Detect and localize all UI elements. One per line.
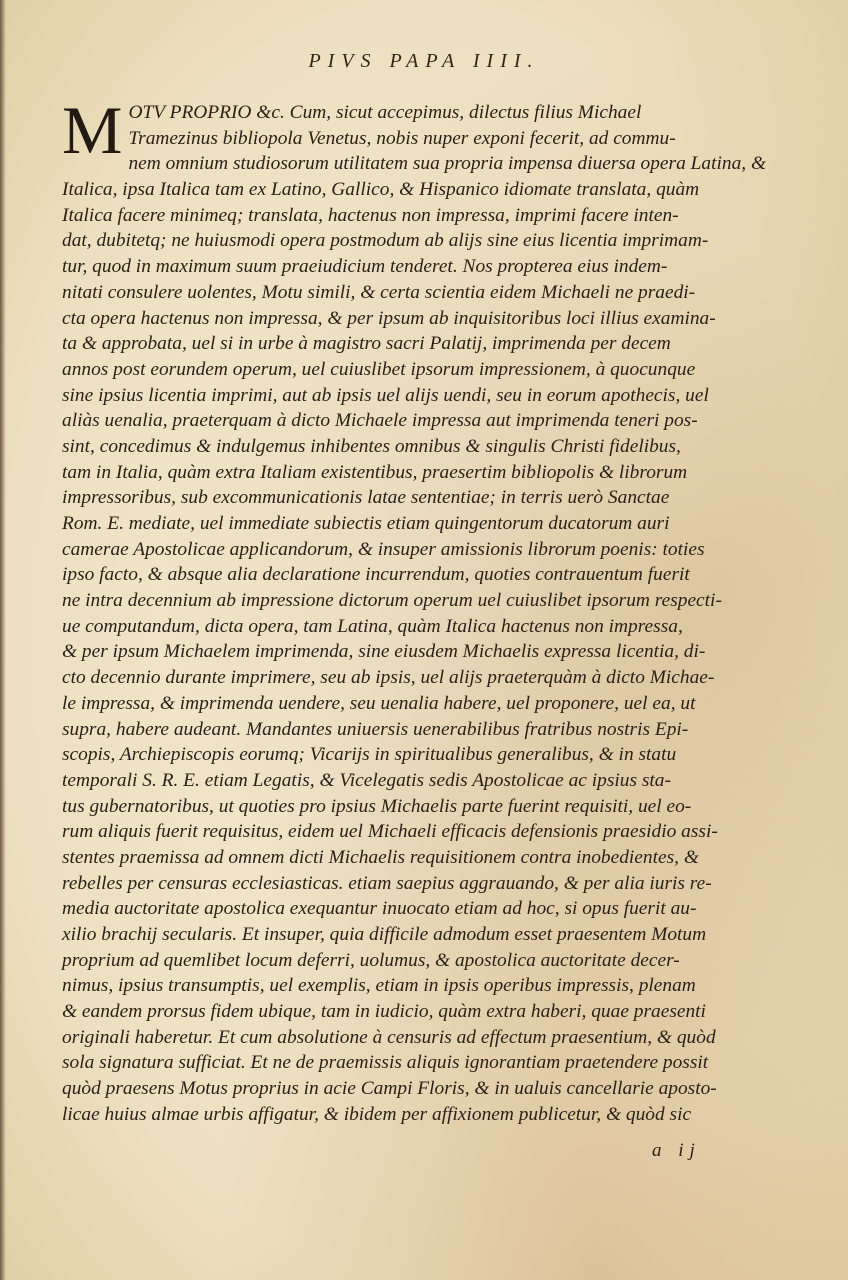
text-line-34: proprium ad quemlibet locum deferri, uolumus, & apostolica auctoritate decer- (62, 949, 680, 971)
running-header: PIVS PAPA IIII. (308, 50, 540, 72)
text-line-12: sine ipsius licentia imprimi, aut ab ipsis uel alijs uendi, seu in eorum apothecis, uel (62, 384, 709, 406)
text-line-36: & eandem prorsus fidem ubique, tam in iudicio, quàm extra haberi, quae praesenti (62, 1001, 706, 1023)
text-line-10: ta & approbata, uel si in urbe à magistro sacri Palatij, imprimenda per decem (62, 333, 671, 355)
text-line-18: camerae Apostolicae applicandorum, & insuper amissionis librorum poenis: toties (62, 538, 705, 560)
text-line-1: OTV PROPRIO &c. Cum, sicut accepimus, dilectus filius Michael (128, 102, 642, 123)
text-line-38: sola signatura sufficiat. Et ne de praemissis aliquis ignorantiam praetendere possit (62, 1052, 709, 1074)
text-line-17: Rom. E. mediate, uel immediate subiectis etiam quingentorum ducatorum auri (62, 513, 670, 534)
text-line-3: nem omnium studiosorum utilitatem sua propria impensa diuersa opera Latina, & (128, 153, 767, 175)
text-line-5: Italica facere minimeq; translata, hactenus non impressa, imprimi facere inten- (62, 204, 679, 226)
text-line-8: nitati consulere uolentes, Motu simili, & certa scientia eidem Michaeli ne praedi- (62, 281, 696, 303)
text-line-24: le impressa, & imprimenda uendere, seu uenalia habere, uel proponere, uel ea, ut (62, 692, 696, 714)
signature-mark: a ij (652, 1140, 701, 1161)
text-line-37: originali haberetur. Et cum absolutione à censuris ad effectum praesentium, & quòd (62, 1026, 716, 1048)
text-line-14: sint, concedimus & indulgemus inhibentes omnibus & singulis Christi fidelibus, (62, 435, 681, 457)
text-line-15: tam in Italia, quàm extra Italiam existentibus, praesertim bibliopolis & librorum (62, 461, 688, 483)
text-line-21: ue computandum, dicta opera, tam Latina, quàm Italica hactenus non impressa, (62, 615, 683, 637)
text-line-25: supra, habere audeant. Mandantes uniuersis uenerabilibus fratribus nostris Epi- (62, 718, 689, 740)
text-line-16: impressoribus, sub excommunicationis latae sententiae; in terris uerò Sanctae (62, 487, 670, 509)
text-line-35: nimus, ipsius transumptis, uel exemplis, etiam in ipsis operibus impressis, plenam (62, 975, 696, 997)
text-line-39: quòd praesens Motus proprius in acie Campi Floris, & in ualuis cancellarie aposto- (62, 1078, 717, 1100)
text-line-32: media auctoritate apostolica exequantur inuocato etiam ad hoc, si opus fuerit au- (62, 898, 697, 920)
text-line-7: tur, quod in maximum suum praeiudicium tenderet. Nos propterea eius indem- (62, 256, 668, 278)
text-line-6: dat, dubitetq; ne huiusmodi opera postmodum ab alijs sine eius licentia imprimam- (62, 230, 709, 252)
drop-cap-initial: M (62, 92, 123, 168)
text-line-27: temporali S. R. E. etiam Legatis, & Vicelegatis sedis Apostolicae ac ipsius sta- (62, 769, 671, 791)
motu-proprio-text (62, 92, 767, 1128)
text-line-30: stentes praemissa ad omnem dicti Michaelis requisitionem contra inobedientes, & (62, 846, 699, 868)
text-line-29: rum aliquis fuerit requisitus, eidem uel Michaeli efficacis defensionis praesidio assi- (62, 821, 718, 843)
text-line-13: aliàs uenalia, praeterquam à dicto Michaele impressa aut imprimenda teneri pos- (62, 410, 698, 432)
text-line-40: licae huius almae urbis affigatur, & ibidem per affixionem publicetur, & quòd sic (62, 1103, 692, 1125)
text-line-11: annos post eorundem operum, uel cuiuslibet ipsorum impressionem, à quocunque (62, 358, 696, 380)
text-line-23: cto decennio durante imprimere, seu ab ipsis, uel alijs praeterquàm à dicto Michae- (62, 667, 715, 689)
text-line-9: cta opera hactenus non impressa, & per ipsum ab inquisitoribus loci illius examina- (62, 307, 716, 329)
text-line-22: & per ipsum Michaelem imprimenda, sine eiusdem Michaelis expressa licentia, di- (62, 641, 706, 663)
text-line-31: rebelles per censuras ecclesiasticas. etiam saepius aggrauando, & per alia iuris re- (62, 872, 712, 894)
text-line-19: ipso facto, & absque alia declaratione incurrendum, quoties contrauentum fuerit (62, 564, 690, 586)
text-line-4: Italica, ipsa Italica tam ex Latino, Gallico, & Hispanico idiomate translata, quàm (62, 179, 700, 201)
text-line-28: tus gubernatoribus, ut quoties pro ipsius Michaelis parte fuerint requisiti, uel eo- (62, 795, 692, 817)
text-line-2: Tramezinus bibliopola Venetus, nobis nuper exponi fecerit, ad commu- (128, 127, 676, 149)
text-line-33: xilio brachij secularis. Et insuper, quia difficile admodum esset praesentem Motum (62, 924, 707, 945)
text-line-20: ne intra decennium ab impressione dictorum operum uel cuiuslibet ipsorum respecti- (62, 590, 722, 612)
text-line-26: scopis, Archiepiscopis eorumq; Vicarijs in spiritualibus generalibus, & in statu (62, 744, 677, 766)
